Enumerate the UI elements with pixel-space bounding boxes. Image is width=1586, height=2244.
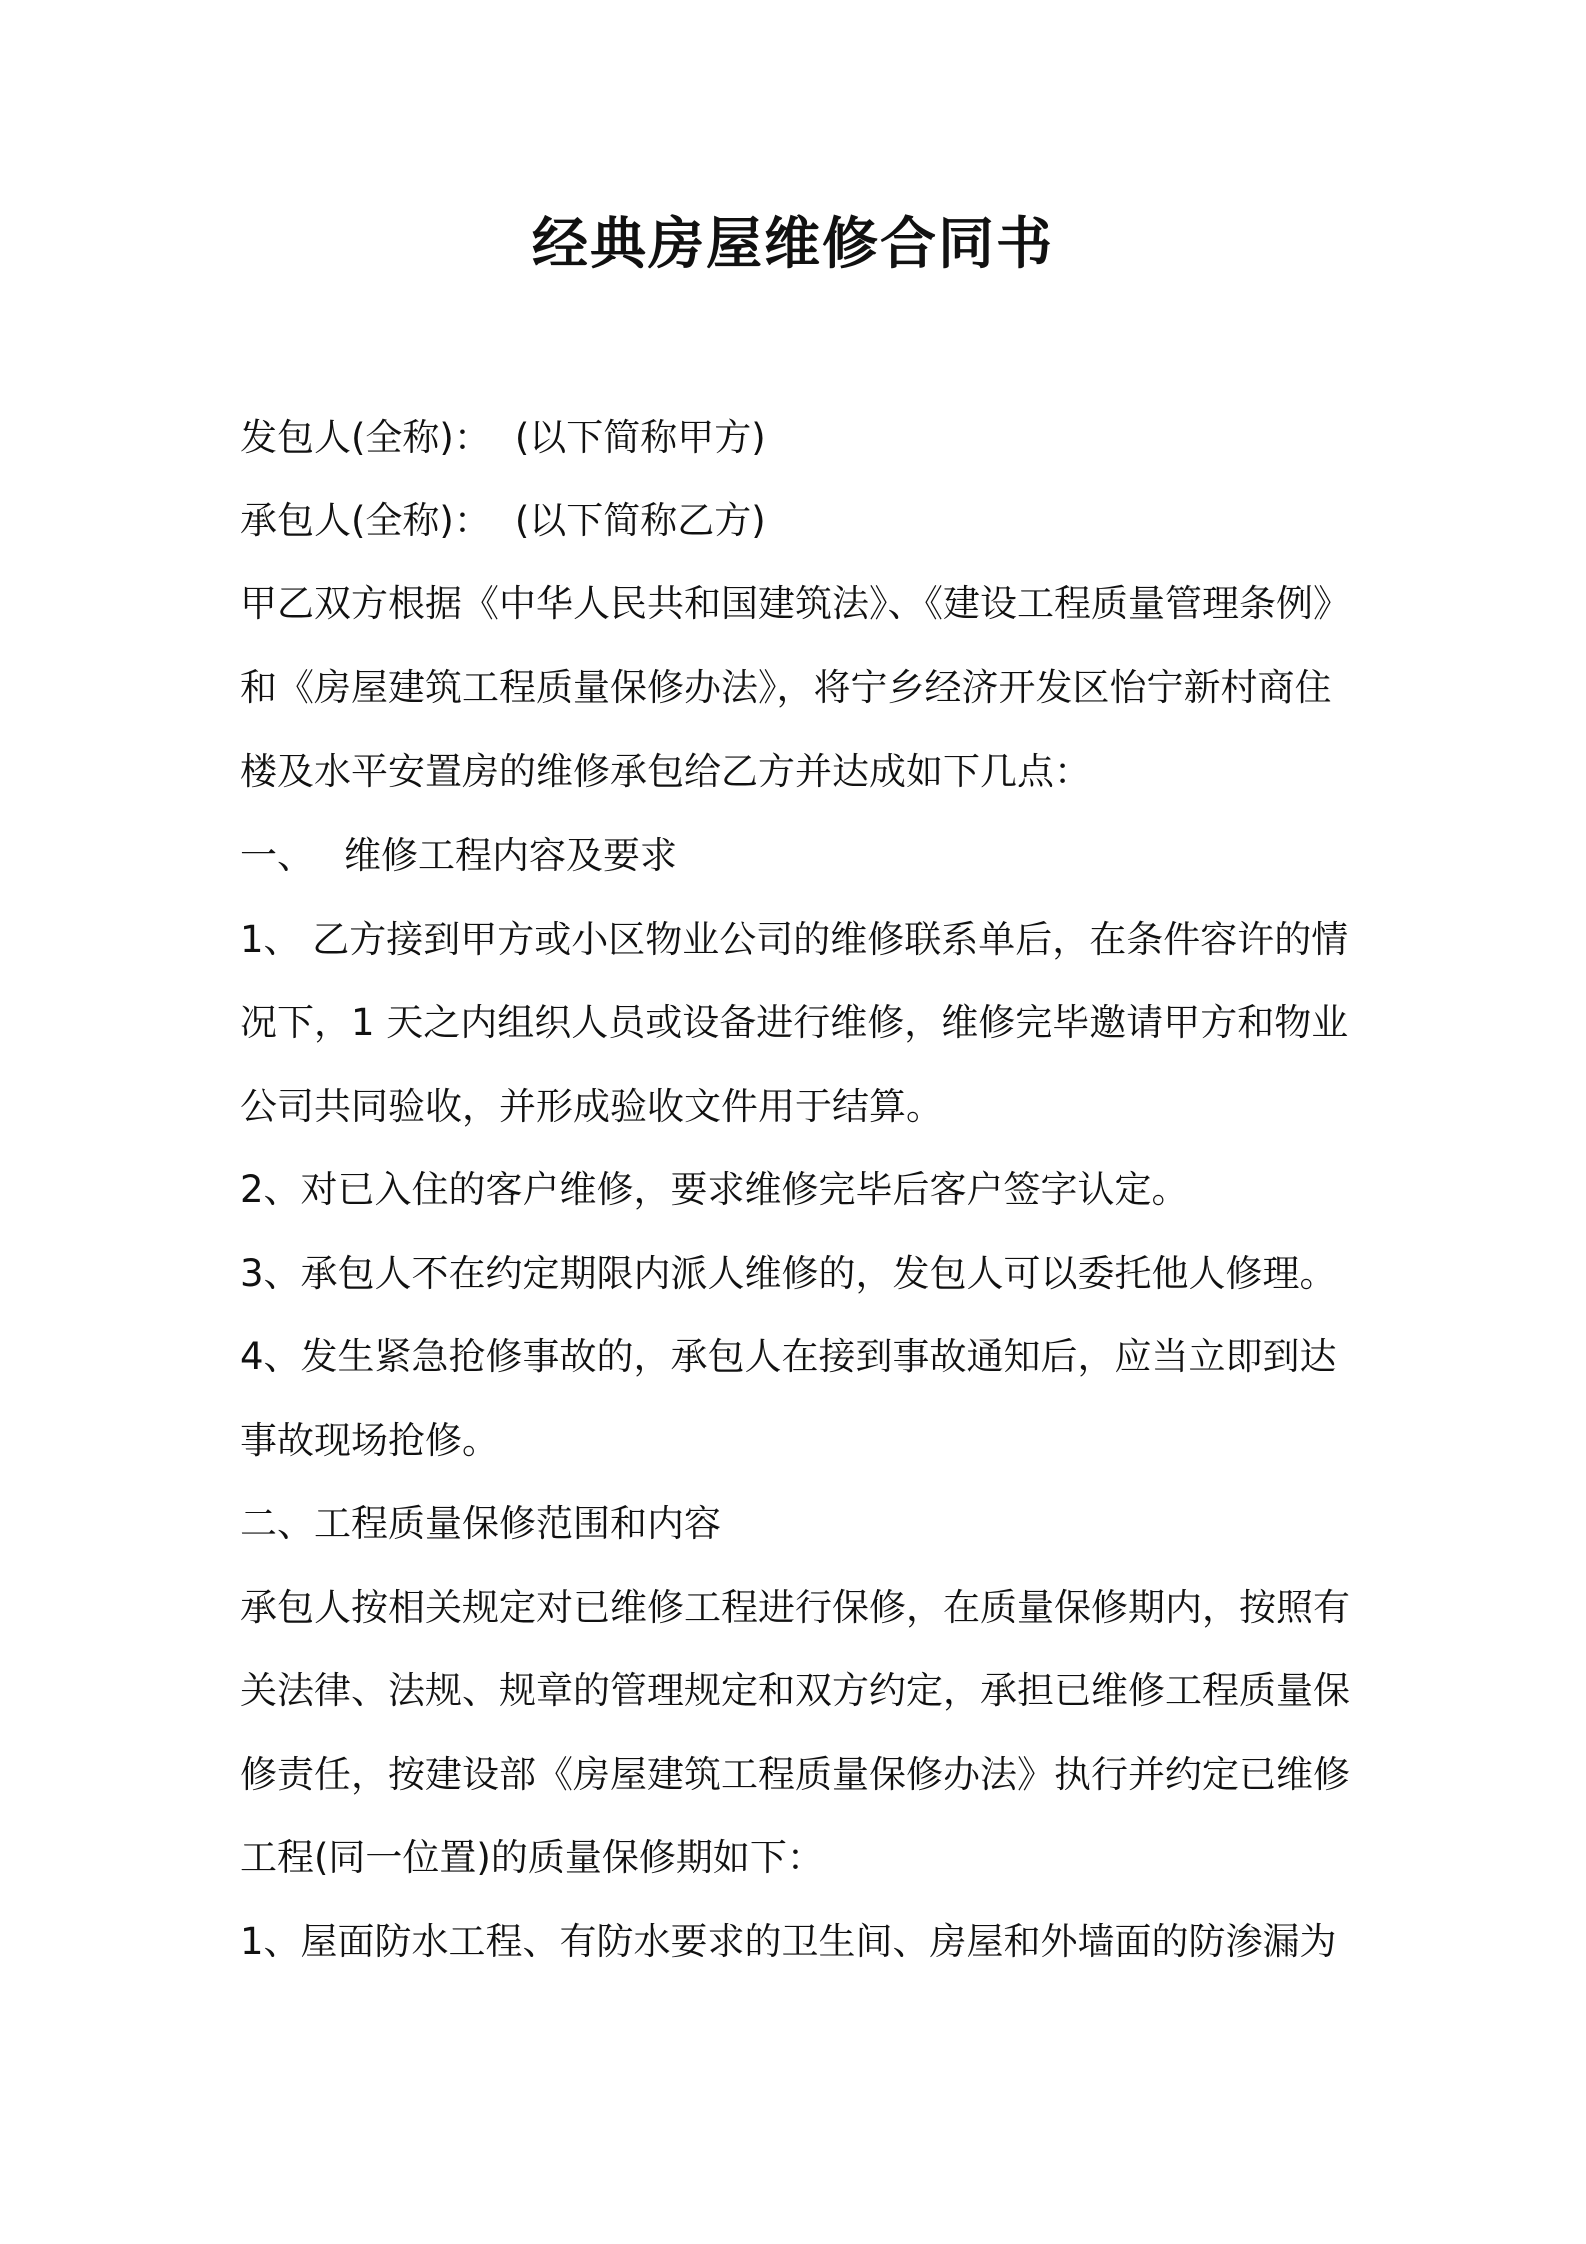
clause-line: 事故现场抢修。: [240, 1419, 499, 1462]
document-title: 经典房屋维修合同书: [532, 212, 1054, 277]
preamble-line: 楼及水平安置房的维修承包给乙方并达成如下几点：: [240, 750, 1091, 793]
clause-line: 公司共同验收，并形成验收文件用于结算。: [240, 1085, 943, 1128]
clause-line: 4、发生紧急抢修事故的，承包人在接到事故通知后，应当立即到达: [240, 1335, 1337, 1378]
party-b-line: [240, 495, 1360, 547]
preamble-line: 和《房屋建筑工程质量保修办法》，将宁乡经济开发区怡宁新村商住: [240, 666, 1332, 709]
party-b-value: (以下简称乙方): [514, 499, 766, 542]
section-heading: 二、工程质量保修范围和内容: [240, 1502, 721, 1545]
party-a-line: [240, 412, 1360, 464]
clause-line: 工程(同一位置)的质量保修期如下：: [240, 1836, 824, 1879]
preamble-line: 甲乙双方根据《中华人民共和国建筑法》、《建设工程质量管理条例》: [240, 582, 1350, 625]
party-a-label: 发包人(全称)：: [240, 416, 491, 459]
clause-line: 3、承包人不在约定期限内派人维修的，发包人可以委托他人修理。: [240, 1252, 1337, 1295]
party-b-label: 承包人(全称)：: [240, 499, 491, 542]
clause-line: 承包人按相关规定对已维修工程进行保修，在质量保修期内，按照有: [240, 1586, 1350, 1629]
clause-line: 修责任，按建设部《房屋建筑工程质量保修办法》执行并约定已维修: [240, 1753, 1350, 1796]
clause-line: 2、对已入住的客户维修，要求维修完毕后客户签字认定。: [240, 1168, 1189, 1211]
clause-line: 关法律、法规、规章的管理规定和双方约定，承担已维修工程质量保: [240, 1669, 1350, 1712]
clause-line: 1、 乙方接到甲方或小区物业公司的维修联系单后，在条件容许的情: [240, 918, 1349, 961]
clause-line: 1、屋面防水工程、有防水要求的卫生间、房屋和外墙面的防渗漏为: [240, 1920, 1337, 1963]
clause-line: 况下，1 天之内组织人员或设备进行维修，维修完毕邀请甲方和物业: [240, 1001, 1349, 1044]
party-a-value: (以下简称甲方): [514, 416, 766, 459]
section-heading-text: 维修工程内容及要求: [344, 834, 677, 877]
section-number: 一、: [240, 834, 314, 877]
section-heading: [240, 830, 1360, 882]
